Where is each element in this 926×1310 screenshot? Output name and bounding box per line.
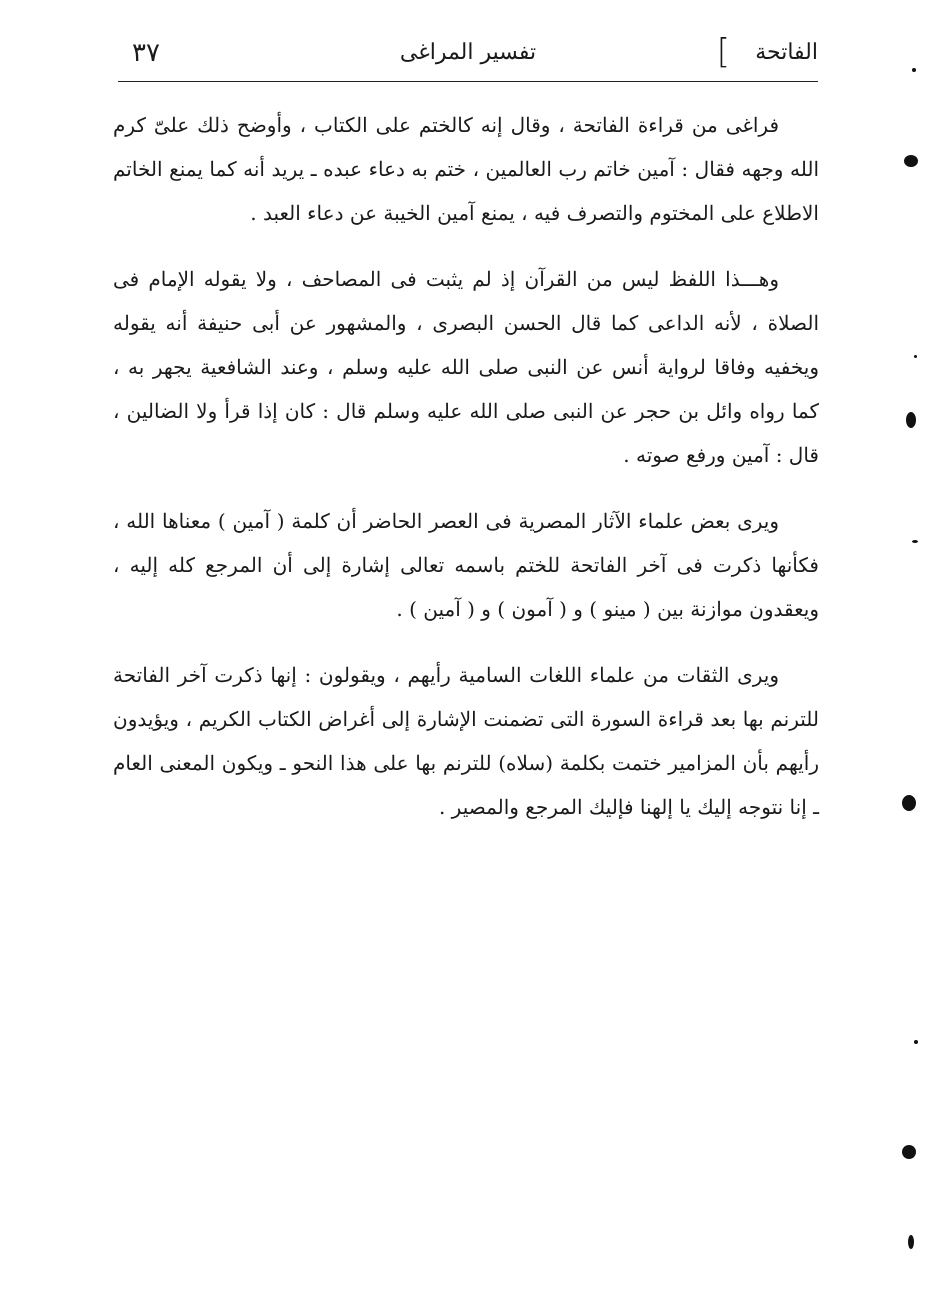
running-header bbox=[118, 30, 818, 82]
scan-speck bbox=[912, 540, 918, 543]
scan-speck bbox=[908, 1235, 914, 1249]
paragraph-2: وهـــذا اللفظ ليس من القرآن إذ لم يثبت فى المصاحف ، ولا يقوله الإمام فى الصلاة ، لأنه الداعى كما قال الحسن البصرى ، والمشهور عن أبى حنيفة أنه يقوله ويخفيه وفاقا لرواية أنس عن النبى صلى الله عليه وسلم ، وعند الشافعية يجهر به ، كما رواه وائل بن حجر عن النبى صلى الله عليه وسلم قال : كان إذا قرأ ولا الضالين ، قال : آمين ورفع صوته . bbox=[113, 267, 819, 467]
scan-speck bbox=[906, 412, 916, 428]
scan-speck bbox=[914, 1040, 918, 1044]
scan-speck bbox=[904, 155, 918, 167]
paragraph-3: ويرى بعض علماء الآثار المصرية فى العصر الحاضر أن كلمة ( آمين ) معناها الله ، فكأنها ذكرت فى آخر الفاتحة للختم باسمه تعالى إشارة إلى أن المرجع كله إليه ، ويعقدون موازنة بين ( مينو ) و ( آمون ) و ( آمين ) . bbox=[113, 509, 819, 621]
header-book-title: تفسير المراغى bbox=[399, 40, 537, 65]
page-number: ٣٧ bbox=[132, 38, 160, 68]
scan-speck bbox=[914, 355, 917, 358]
paragraph-1: فراغى من قراءة الفاتحة ، وقال إنه كالختم على الكتاب ، وأوضح ذلك علىّ كرم الله وجهه فقال : آمين خاتم رب العالمين ، ختم به دعاء عبده ـ يريد أنه كما يمنع الخاتم الاطلاع على المختوم والتصرف فيه ، يمنع آمين الخيبة عن دعاء العبد . bbox=[113, 113, 819, 225]
scan-speck bbox=[902, 795, 916, 811]
header-section-name: الفاتحة bbox=[755, 40, 818, 65]
header-bracket: ] bbox=[716, 32, 730, 72]
header-rule bbox=[118, 81, 818, 82]
scan-speck bbox=[902, 1145, 916, 1159]
body-text bbox=[113, 103, 819, 851]
scan-speck bbox=[912, 68, 916, 72]
paragraph-4: ويرى الثقات من علماء اللغات السامية رأيهم ، ويقولون : إنها ذكرت آخر الفاتحة للترنم بها بعد قراءة السورة التى تضمنت الإشارة إلى أغراض الكتاب الكريم ، ويؤيدون رأيهم بأن المزامير ختمت بكلمة (سلاه) للترنم بها على هذا النحو ـ ويكون المعنى العام ـ إنا نتوجه إليك يا إلهنا فإليك المرجع والمصير . bbox=[113, 663, 819, 819]
